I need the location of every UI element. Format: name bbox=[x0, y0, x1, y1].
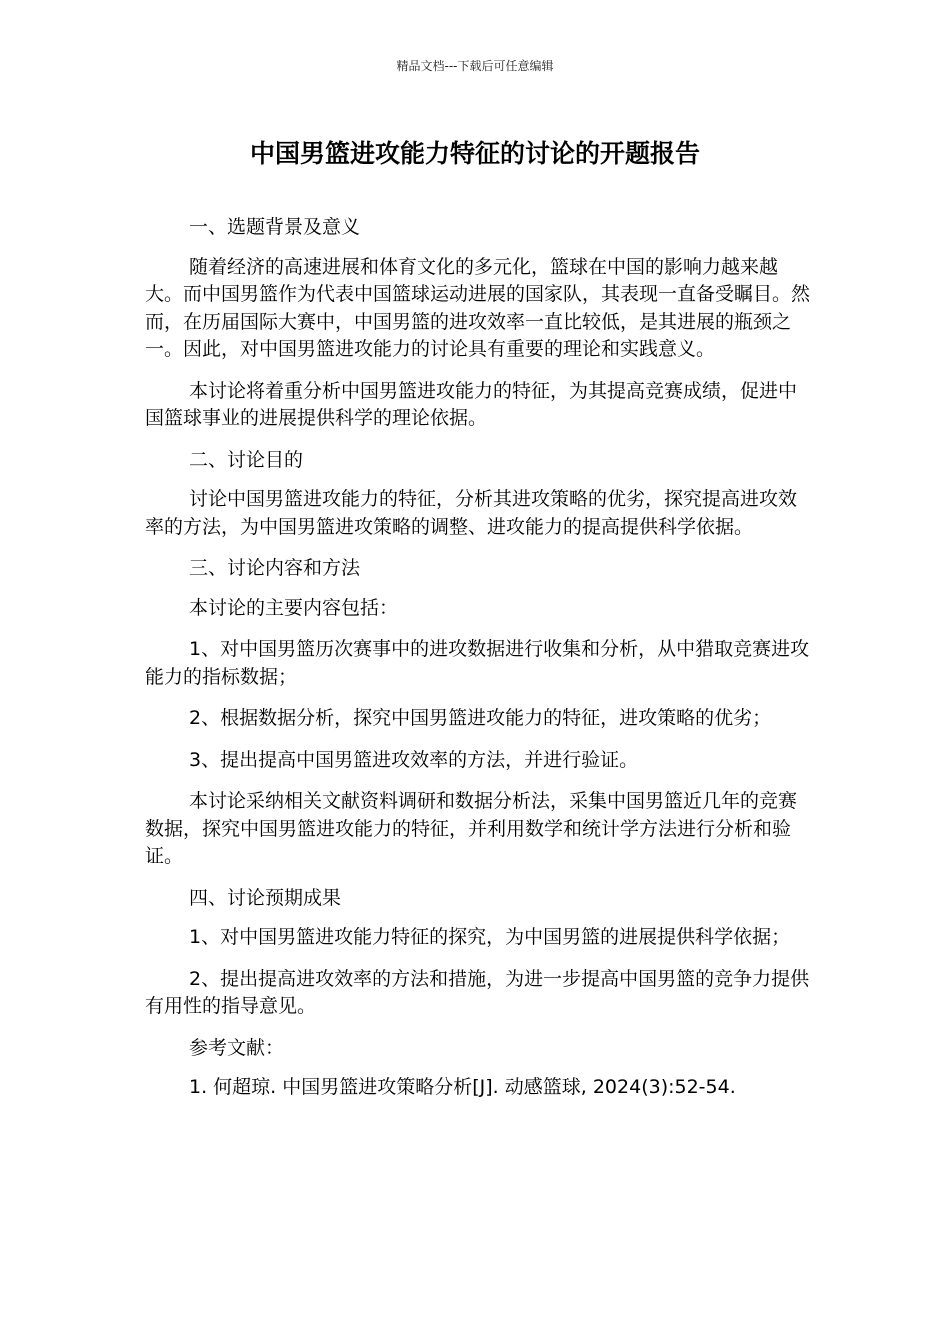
section-heading-expected-results: 四、讨论预期成果 bbox=[189, 886, 342, 909]
references-heading: 参考文献： bbox=[189, 1036, 285, 1059]
list-item-result-1: 1、对中国男篮进攻能力特征的探究，为中国男篮的进展提供科学依据； bbox=[189, 926, 791, 948]
section-heading-content-method: 三、讨论内容和方法 bbox=[189, 557, 361, 579]
paragraph-method: 本讨论采纳相关文献资料调研和数据分析法，采集中国男篮近几年的竞赛数据，探究中国男篮进攻能力的特征，并利用数学和统计学方法进行分析和验证。 bbox=[145, 790, 798, 867]
reference-item-1: 1. 何超琼. 中国男篮进攻策略分析[J]. 动感篮球, 2024(3):52-54. bbox=[189, 1076, 736, 1098]
paragraph-focus: 本讨论将着重分析中国男篮进攻能力的特征，为其提高竞赛成绩，促进中国篮球事业的进展提供科学的理论依据。 bbox=[145, 379, 798, 429]
section-heading-background: 一、选题背景及意义 bbox=[189, 216, 361, 238]
paragraph-background: 随着经济的高速进展和体育文化的多元化，篮球在中国的影响力越来越大。而中国男篮作为代表中国篮球运动进展的国家队，其表现一直备受瞩目。然而，在历届国际大赛中，中国男篮的进攻效率一直比较低，是其进展的瓶颈之一。因此，对中国男篮进攻能力的讨论具有重要的理论和实践意义。 bbox=[145, 255, 811, 360]
paragraph-content-intro: 本讨论的主要内容包括： bbox=[189, 596, 399, 619]
list-item-content-1: 1、对中国男篮历次赛事中的进攻数据进行收集和分析，从中猎取竞赛进攻能力的指标数据； bbox=[145, 638, 810, 688]
section-heading-purpose: 二、讨论目的 bbox=[189, 448, 304, 471]
paragraph-purpose: 讨论中国男篮进攻能力的特征，分析其进攻策略的优劣，探究提高进攻效率的方法，为中国男篮进攻策略的调整、进攻能力的提高提供科学依据。 bbox=[145, 488, 798, 538]
document-body bbox=[145, 214, 815, 1116]
document-title: 中国男篮进攻能力特征的讨论的开题报告 bbox=[249, 139, 700, 168]
list-item-result-2: 2、提出提高进攻效率的方法和措施，为进一步提高中国男篮的竞争力提供有用性的指导意见。 bbox=[145, 967, 810, 1017]
header-note: 精品文档---下载后可任意编辑 bbox=[396, 59, 554, 73]
list-item-content-3: 3、提出提高中国男篮进攻效率的方法，并进行验证。 bbox=[189, 748, 639, 771]
list-item-content-2: 2、根据数据分析，探究中国男篮进攻能力的特征，进攻策略的优劣； bbox=[189, 707, 772, 729]
